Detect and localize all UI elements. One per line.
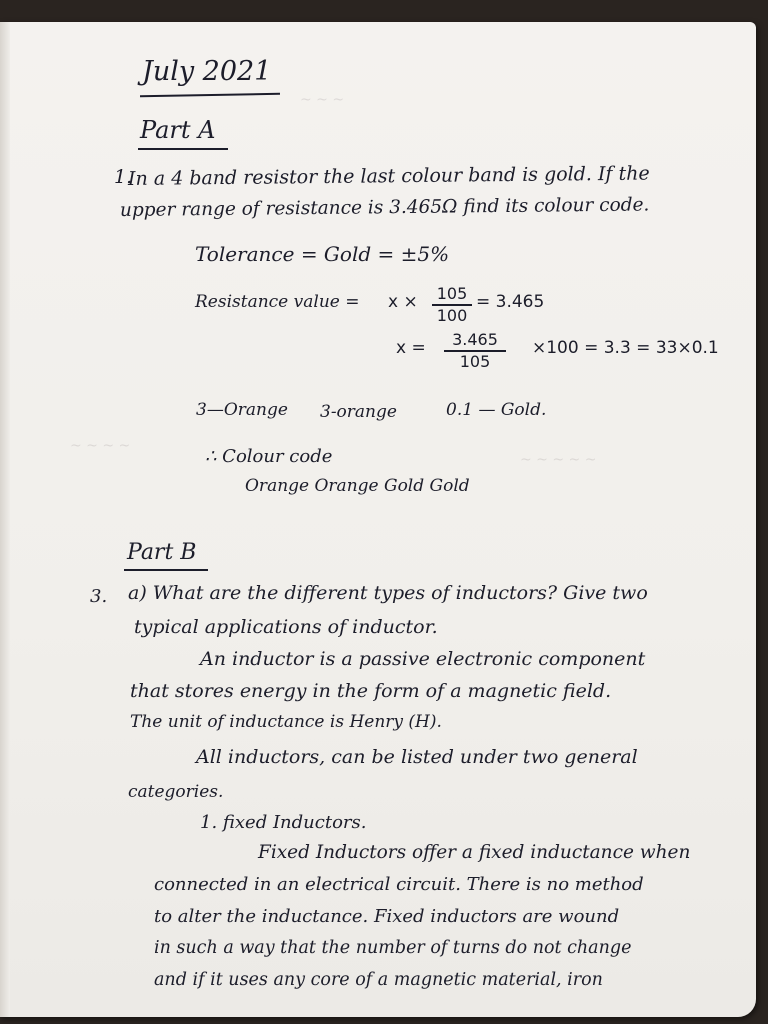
question-3-line-1: a) What are the different types of inductors? Give two [128, 582, 648, 604]
resistance-expr-left: x × [388, 292, 418, 312]
band-2: 3-orange [320, 402, 397, 422]
question-1-line-1: In a 4 band resistor the last colour band is gold. If the [127, 162, 650, 190]
x-fraction-numerator: 3.465 [452, 330, 498, 349]
colour-code-answer: Orange Orange Gold Gold [245, 476, 470, 496]
answer-line-2: that stores energy in the form of a magnetic field. [130, 680, 612, 702]
answer-line-10: in such a way that the number of turns do not change [154, 938, 632, 958]
question-3-line-2: typical applications of inductor. [134, 616, 438, 638]
page-binding-edge [0, 22, 10, 1017]
answer-line-7: Fixed Inductors offer a fixed inductance when [258, 842, 691, 863]
resistance-expr-right: = 3.465 [476, 292, 545, 312]
answer-line-4: All inductors, can be listed under two general [196, 746, 638, 768]
resistance-fraction [432, 286, 472, 324]
bleed-through-mark: ~ ~ ~ ~ ~ [520, 452, 597, 468]
page-date-title: July 2021 [142, 56, 272, 87]
tolerance-line: Tolerance = Gold = ±5% [195, 242, 450, 266]
answer-line-6: 1. fixed Inductors. [200, 812, 367, 833]
conclusion-label: ∴ Colour code [205, 446, 333, 467]
notebook-page [0, 22, 756, 1017]
part-b-heading: Part B [127, 540, 197, 565]
question-1-number: 1. [114, 166, 133, 188]
band-3: 0.1 — Gold. [446, 400, 547, 420]
question-1-line-2: upper range of resistance is 3.465Ω find its colour code. [119, 194, 650, 221]
part-a-underline [138, 148, 228, 150]
answer-line-9: to alter the inductance. Fixed inductors are wound [154, 906, 620, 927]
answer-line-5: categories. [128, 782, 224, 802]
bleed-through-mark: ~ ~ ~ [300, 92, 345, 108]
title-underline [140, 93, 280, 97]
answer-line-8: connected in an electrical circuit. There is no method [154, 874, 644, 895]
resistance-fraction-numerator: 105 [436, 284, 468, 303]
resistance-label: Resistance value = [195, 292, 360, 312]
part-a-heading: Part A [140, 116, 216, 144]
x-fraction-denominator: 105 [459, 351, 491, 371]
band-1: 3—Orange [196, 400, 288, 420]
resistance-fraction-denominator: 100 [436, 305, 468, 325]
question-3-number: 3. [90, 586, 108, 607]
answer-line-1: An inductor is a passive electronic component [200, 648, 646, 670]
answer-line-11: and if it uses any core of a magnetic material, iron [154, 970, 603, 990]
answer-line-3: The unit of inductance is Henry (H). [130, 712, 442, 732]
bleed-through-mark: ~ ~ ~ ~ [70, 438, 131, 454]
x-expr-right: ×100 = 3.3 = 33×0.1 [532, 338, 719, 358]
x-label: x = [396, 338, 426, 358]
x-fraction [444, 332, 506, 370]
part-b-underline [124, 569, 208, 571]
